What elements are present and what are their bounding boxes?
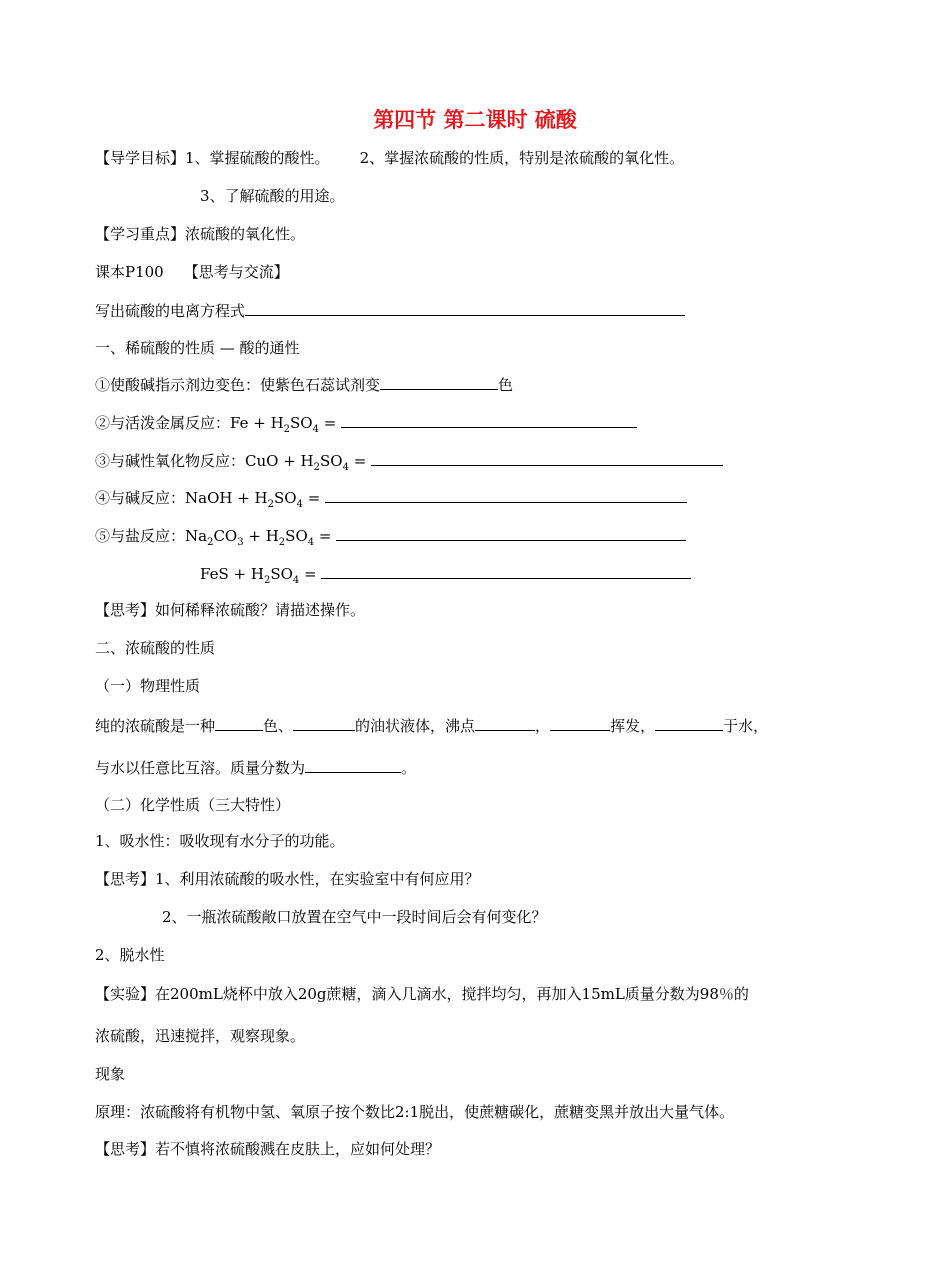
- blank-mass-fraction[interactable]: [305, 756, 401, 773]
- sub: 2: [313, 462, 320, 473]
- physical-line-1: [95, 714, 768, 737]
- item-1-suffix: 色: [498, 376, 514, 394]
- phenomenon-label: 现象: [95, 1065, 126, 1083]
- goal-3: 3、了解硫酸的用途。: [200, 187, 345, 205]
- textbook-tag: 【思考与交流】: [183, 263, 289, 281]
- item-5-text: ⑤与盐反应：Na: [95, 527, 208, 545]
- equals: =: [302, 489, 326, 507]
- think-tag: 【思考】: [95, 601, 156, 619]
- item-6-blank[interactable]: [321, 562, 691, 579]
- text: 挥发，: [610, 717, 656, 735]
- page-title: 第四节 第二课时 硫酸: [373, 108, 577, 132]
- think-1-text: 如何稀释浓硫酸？请描述操作。: [155, 601, 366, 619]
- goal-tag: 【导学目标】: [95, 149, 186, 167]
- text: ，: [535, 717, 551, 735]
- item-1: [95, 373, 513, 396]
- think-3-text: 若不慎将浓硫酸溅在皮肤上，应如何处理？: [155, 1140, 441, 1158]
- focus-tag: 【学习重点】: [95, 225, 186, 243]
- so: SO: [290, 414, 313, 432]
- chemical-heading: （二）化学性质（三大特性）: [95, 796, 291, 814]
- sub: 2: [267, 499, 275, 510]
- dehydrate-heading: 2、脱水性: [95, 946, 165, 964]
- sub: 2: [263, 575, 271, 586]
- sub: 4: [292, 575, 300, 586]
- textbook-page: 课本P100: [95, 263, 164, 281]
- item-2-text: ②与活泼金属反应：Fe + H: [95, 414, 284, 432]
- think-tag: 【思考】: [95, 1140, 156, 1158]
- sub: 4: [307, 537, 315, 548]
- physical-heading: （一）物理性质: [95, 677, 201, 695]
- equals: =: [314, 527, 337, 545]
- goal-1: 1、掌握硫酸的酸性。: [185, 149, 330, 167]
- think-2-text-1: 1、利用浓硫酸的吸水性，在实验室中有何应用？: [155, 870, 480, 888]
- textbook-line: [95, 261, 289, 283]
- physical-line-2: [95, 756, 416, 779]
- blank-boiling[interactable]: [475, 714, 535, 731]
- item-2-blank[interactable]: [341, 411, 637, 428]
- text: 色、: [263, 717, 294, 735]
- equals: =: [348, 452, 372, 470]
- sub: 2: [207, 537, 214, 548]
- goal-line-1: [95, 147, 684, 169]
- item-1-blank[interactable]: [380, 373, 498, 390]
- text: 的油状液体，沸点: [355, 717, 476, 735]
- text: 纯的浓硫酸是一种: [95, 717, 216, 735]
- sub: 4: [342, 462, 349, 473]
- item-4-blank[interactable]: [325, 486, 687, 503]
- ionization-text: 写出硫酸的电离方程式: [95, 302, 246, 320]
- focus-text: 浓硫酸的氧化性。: [185, 225, 306, 243]
- item-4-text: ④与碱反应：NaOH + H: [95, 489, 268, 507]
- blank-volatility[interactable]: [550, 714, 610, 731]
- item-3: [95, 449, 723, 479]
- experiment-text: 在200mL烧杯中放入20g蔗糖，滴入几滴水，搅拌均匀，再加入15mL质量分数为98％的: [155, 985, 749, 1003]
- sub: 2: [278, 537, 286, 548]
- sub: 4: [312, 424, 319, 435]
- blank-state[interactable]: [293, 714, 355, 731]
- ionization-blank[interactable]: [245, 299, 685, 316]
- blank-solubility[interactable]: [655, 714, 723, 731]
- experiment-line-1: [95, 983, 749, 1005]
- so: SO: [285, 527, 308, 545]
- item-3-text: ③与碱性氧化物反应：CuO + H: [95, 452, 314, 470]
- text: 。: [401, 759, 417, 777]
- item-5: ⑤与盐反应：$Na_2CO_3 + H_2SO_4$ =: [95, 524, 686, 554]
- so: SO: [320, 452, 343, 470]
- sub: 4: [296, 499, 303, 510]
- think-2-text-2: 2、一瓶浓硫酸敞口放置在空气中一段时间后会有何变化？: [162, 908, 547, 926]
- item-4: [95, 486, 687, 516]
- so: SO: [274, 489, 297, 507]
- experiment-tag: 【实验】: [95, 985, 156, 1003]
- equals: =: [299, 565, 322, 583]
- item-5-blank[interactable]: [336, 524, 686, 541]
- item-1-text: ①使酸碱指示剂边变色：使紫色石蕊试剂变: [95, 376, 381, 394]
- section-2-heading: 二、浓硫酸的性质: [95, 639, 216, 657]
- think-tag: 【思考】: [95, 870, 156, 888]
- item-6-text: FeS + H: [200, 565, 264, 583]
- absorb-text: 1、吸水性：吸收现有水分子的功能。: [95, 832, 345, 850]
- principle-text: 原理：浓硫酸将有机物中氢、氧原子按个数比2:1脱出，使蔗糖碳化，蔗糖变黑并放出大量气体。: [95, 1103, 735, 1121]
- goal-2: 2、掌握浓硫酸的性质，特别是浓硫酸的氧化性。: [359, 149, 685, 167]
- think-3: [95, 1138, 440, 1160]
- blank-color[interactable]: [215, 714, 263, 731]
- section-1-heading: 一、稀硫酸的性质 — 酸的通性: [95, 339, 300, 357]
- text: 于水，: [723, 717, 769, 735]
- focus-line: [95, 223, 305, 245]
- ionization-line: [95, 299, 685, 322]
- experiment-line-2: 浓硫酸，迅速搅拌，观察现象。: [95, 1027, 306, 1045]
- sub: 3: [237, 537, 244, 548]
- plus: + H: [243, 527, 279, 545]
- item-3-blank[interactable]: [371, 449, 723, 466]
- item-6: [200, 562, 691, 592]
- item-2: [95, 411, 637, 441]
- text: 与水以任意比互溶。质量分数为: [95, 759, 306, 777]
- sub: 2: [283, 424, 291, 435]
- think-1: [95, 599, 365, 621]
- so: SO: [270, 565, 293, 583]
- think-2: [95, 868, 480, 890]
- equals: =: [318, 414, 342, 432]
